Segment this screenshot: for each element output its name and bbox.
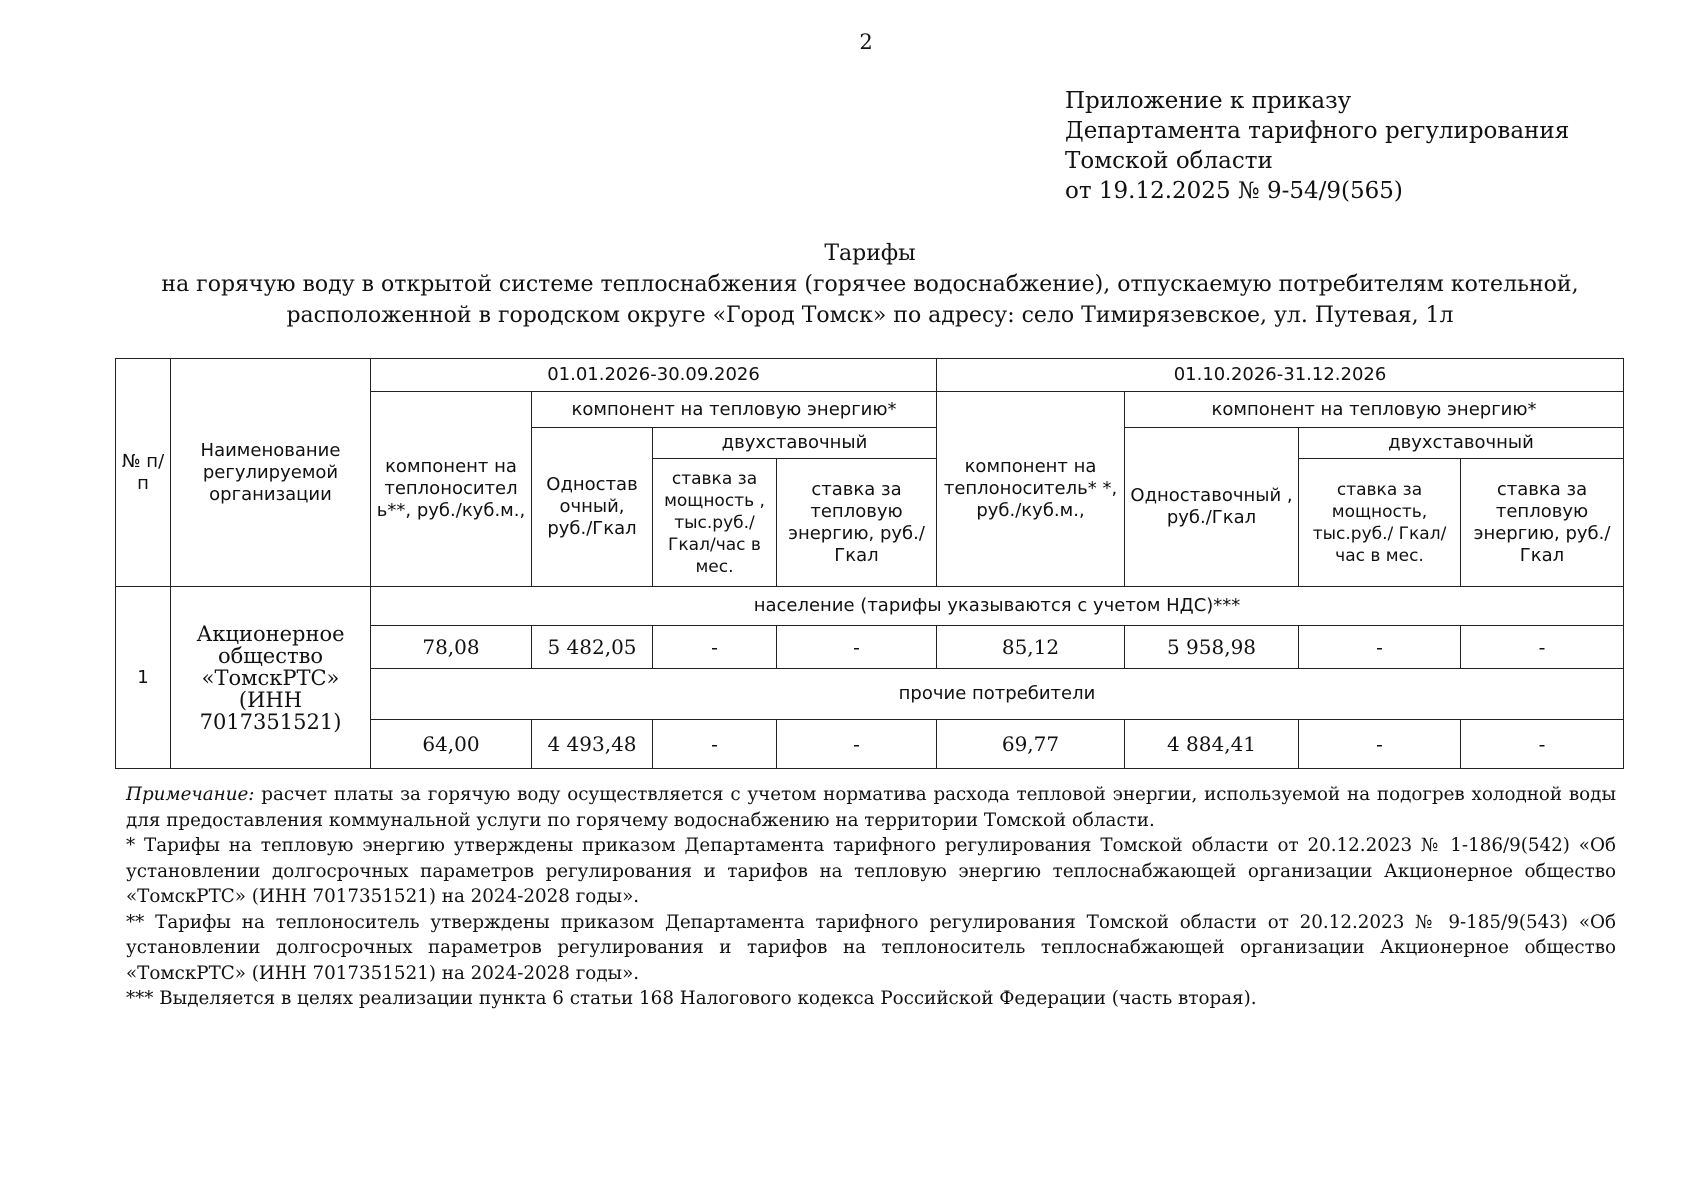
period-2-header: 01.10.2026-31.12.2026	[937, 359, 1624, 392]
p2-capacity-rate-header: ставка за мощность, тыс.руб./ Гкал/час в мес.	[1299, 459, 1461, 587]
other-p1-carrier: 64,00	[371, 720, 532, 769]
other-p1-single: 4 493,48	[532, 720, 653, 769]
population-p1-energy: -	[777, 626, 937, 669]
p1-heat-component-header: компонент на тепловую энергию*	[532, 392, 937, 428]
other-p2-carrier: 69,77	[937, 720, 1125, 769]
group-other-label: прочие потребители	[371, 669, 1624, 720]
other-p2-energy: -	[1461, 720, 1624, 769]
other-p2-capacity: -	[1299, 720, 1461, 769]
p1-two-part-header: двухставочный	[653, 428, 937, 459]
footnote-1: * Тарифы на тепловую энергию утверждены приказом Департамента тарифного регулирования Томской области от 20.12.2023 № 1-186/9(542) «Об установлении долгосрочных параметров регулирования и тарифов на тепловую энергию теплоснабжающей организации Акционерное общество «ТомскРТС» (ИНН 7017351521) на 2024-2028 годы».	[126, 835, 1616, 907]
org-name: Акционерное общество «ТомскРТС» (ИНН 7017351521)	[171, 587, 371, 769]
tariffs-table	[115, 358, 1624, 769]
note-text: расчет платы за горячую воду осуществляется с учетом норматива расхода тепловой энергии, используемой на подогрев холодной воды для предоставления коммунальной услуги по горячему водоснабжению на территории Томской области.	[126, 784, 1616, 831]
other-p2-single: 4 884,41	[1125, 720, 1299, 769]
notes-section	[126, 782, 1616, 1012]
p1-energy-rate-header: ставка за тепловую энергию, руб./Гкал	[777, 459, 937, 587]
header-row-1	[116, 359, 1624, 392]
population-p2-energy: -	[1461, 626, 1624, 669]
appendix-header	[1065, 86, 1569, 206]
footnote-3: *** Выделяется в целях реализации пункта 6 статьи 168 Налогового кодекса Российской Федерации (часть вторая).	[126, 988, 1257, 1009]
period-1-header: 01.01.2026-30.09.2026	[371, 359, 937, 392]
population-p1-single: 5 482,05	[532, 626, 653, 669]
note-main	[126, 782, 1616, 833]
title-line-2: на горячую воду в открытой системе теплоснабжения (горячее водоснабжение), отпускаемую потребителям котельной,	[161, 272, 1579, 297]
p2-heat-component-header: компонент на тепловую энергию*	[1125, 392, 1624, 428]
other-p1-energy: -	[777, 720, 937, 769]
other-p1-capacity: -	[653, 720, 777, 769]
p1-capacity-rate-header: ставка за мощность , тыс.руб./ Гкал/час в мес.	[653, 459, 777, 587]
group-row-population	[116, 587, 1624, 626]
col-org-header: Наименование регулируемой организации	[171, 359, 371, 587]
p2-two-part-header: двухставочный	[1299, 428, 1624, 459]
p1-carrier-header: компонент на теплоносител ь**, руб./куб.м.,	[371, 392, 532, 587]
p2-energy-rate-header: ставка за тепловую энергию, руб./Гкал	[1461, 459, 1624, 587]
appendix-line-3: Томской области	[1065, 148, 1273, 174]
note-label: Примечание:	[126, 784, 255, 805]
appendix-line-1: Приложение к приказу	[1065, 88, 1352, 114]
page-number: 2	[859, 30, 873, 54]
group-population-label: население (тарифы указываются с учетом НДС)***	[371, 587, 1624, 626]
document-title	[120, 238, 1620, 331]
col-number-header: № п/п	[116, 359, 171, 587]
p1-single-rate-header: Одностав очный, руб./Гкал	[532, 428, 653, 587]
p2-single-rate-header: Одноставочный , руб./Гкал	[1125, 428, 1299, 587]
population-p1-capacity: -	[653, 626, 777, 669]
title-line-1: Тарифы	[824, 241, 916, 266]
population-p2-carrier: 85,12	[937, 626, 1125, 669]
p2-carrier-header: компонент на теплоноситель* *, руб./куб.м.,	[937, 392, 1125, 587]
appendix-line-4: от 19.12.2025 № 9-54/9(565)	[1065, 178, 1403, 204]
title-line-3: расположенной в городском округе «Город Томск» по адресу: село Тимирязевское, ул. Путевая, 1л	[286, 303, 1454, 328]
population-p2-capacity: -	[1299, 626, 1461, 669]
population-p2-single: 5 958,98	[1125, 626, 1299, 669]
population-p1-carrier: 78,08	[371, 626, 532, 669]
appendix-line-2: Департамента тарифного регулирования	[1065, 118, 1570, 144]
footnote-2: ** Тарифы на теплоноситель утверждены приказом Департамента тарифного регулирования Томской области от 20.12.2023 № 9-185/9(543) «Об установлении долгосрочных параметров регулирования и тарифов на теплоноситель теплоснабжающей организации Акционерное общество «ТомскРТС» (ИНН 7017351521) на 2024-2028 годы».	[126, 911, 1616, 984]
row-number: 1	[116, 587, 171, 769]
